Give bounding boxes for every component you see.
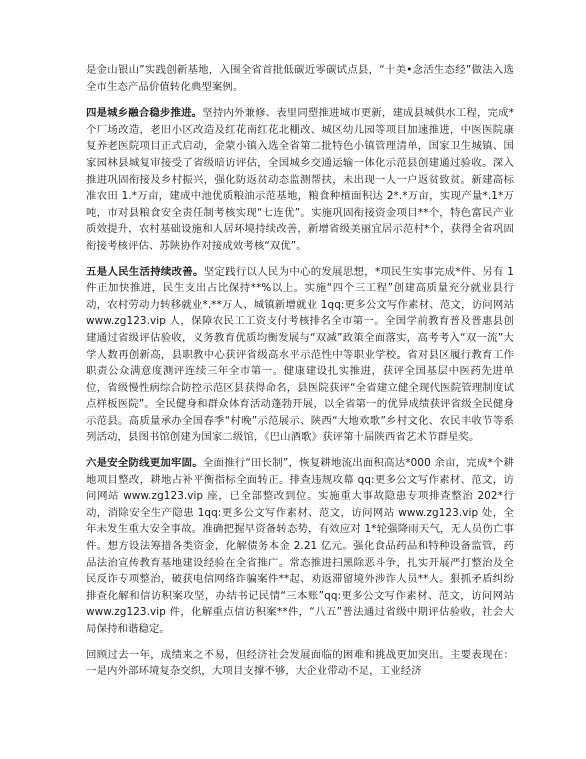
paragraph-urban-rural: [86, 105, 514, 254]
paragraph-review: [86, 647, 514, 680]
paragraph-text: 全面推行“田长制”，恢复耕地流出面积高达*000 余亩，完成*个耕地项目整改，耕地占补平衡指标全面转正。排查违规攻幕 qq:更多公文写作素材、范文，访问网站 www.zg123.vip 座，已全部整改到位。实施重大事故隐患专项排查整治 202*行动，消除安全生产隐患 1qq:更多公文写作素材、范文，访问网站 www.zg123.vip 处，全年未发生重大安全事故。准确把握早资备转态势，有效应对 1*轮强降雨天气，无人员伤亡事件。想方设法筹措各类资金，化解债务本金 2.21 亿元。强化食品药品和特种设备监管，药品法治宣传教育基地建设经验在全省推广。常态推进扫黑除恶斗争，扎实开展严打整治及全民反诈专项整治，破获电信网络诈骗案件**起、劝返滞留境外涉诈人员**人。狠抓矛盾纠纷排查化解和信访积案攻坚，办结书记民情“三本账”qq:更多公文写作素材、范文，访问网站 www.zg123.vip 件，化解重点信访积案**件，“八五”普法通过省级中期评估验收，社会大局保持和谐稳定。: [86, 457, 514, 635]
paragraph-livelihood: [86, 264, 514, 447]
paragraph-intro: [86, 62, 514, 95]
paragraph-lead: 五是人民生活持续改善。: [86, 265, 204, 278]
paragraph-text: 回顾过去一年，成绩来之不易，但经济社会发展面临的困难和挑战更加突出。主要表现在：一是内外部环境复杂交织，大项目支撑不够，大企业带动不足，工业经济: [86, 648, 514, 678]
paragraph-text: 坚定践行以人民为中心的发展思想，*项民生实事完成*件、另有 1 件正加快推进，民生支出占比保持**%以上。实施“四个三工程”创建高质量充分就业县行动，农村劳动力转移就业*.**万人、城镇新增就业 1qq:更多公文写作素材、范文，访问网站 www.zg123.vip 人，保障农民工工资支付考核排名全市第一。全国学前教育普及普惠县创建通过省级评估验收，义务教育优质均衡发展与“双减”政策全面落实，高考考入“双一流”大学人数再创新高，县职教中心获评省级高水平示范性中等职业学校。省对县区履行教育工作职责公众满意度测评连续三年全市第一。健康建设扎实推进，获评全国基层中医药先进单位，省级慢性病综合防控示范区县获得命名，县医院获评“全省建立健全现代医院管理制度试点样板医院”。全民健身和群众体育活动蓬勃开展，以全省第一的优异成绩获评省级全民健身示范县。高质量承办全国春季“村晚”示范展示、陕西“大地欢歌”乡村文化、农民丰收节等系列活动，县图书馆创建为国家二级馆，《巴山酒歌》获评第十届陕西省艺术节群星奖。: [86, 265, 514, 444]
paragraph-lead: 四是城乡融合稳步推进。: [86, 107, 203, 120]
paragraph-text: 是金山银山”实践创新基地，入围全省首批低碳近零碳试点县，“十美•念活生态经”做法入选全市生态产品价值转化典型案例。: [86, 64, 514, 93]
paragraph-text: 坚持内外兼修、表里同塑推进城市更新，建成县城供水工程，完成*个厂场改造，老旧小区改造及红花南红花北棚改、城区幼儿园等项目加速推进，中医医院康复养老医院项目正式启动，金蒙小镇入选全省第二批特色小镇管理清单，国家卫生城镇、国家园林县城复审接受了省级暗访评估，全国城乡交通运输一体化示范县创建通过验收。深入推进巩固衔接及乡村振兴，强化防返贫动态监测帮扶，未出现一人一户返贫致贫。新建高标准农田 1.*万亩，建成中池优质粮油示范基地，粮食种植面积达 2*.*万亩，实现产量*.1*万吨，市对县粮食安全责任制考核实现“七连优”。实施巩固衔接资金项目**个，特色富民产业质效提升，农村基础设施和人居环境持续改善，新增省级美丽宜居示范村*个，获得全省巩固衔接考核评估、苏陕协作对接成效考核“双优”。: [86, 107, 514, 252]
paragraph-lead: 六是安全防线更加牢固。: [86, 457, 203, 470]
paragraph-safety: [86, 455, 514, 638]
